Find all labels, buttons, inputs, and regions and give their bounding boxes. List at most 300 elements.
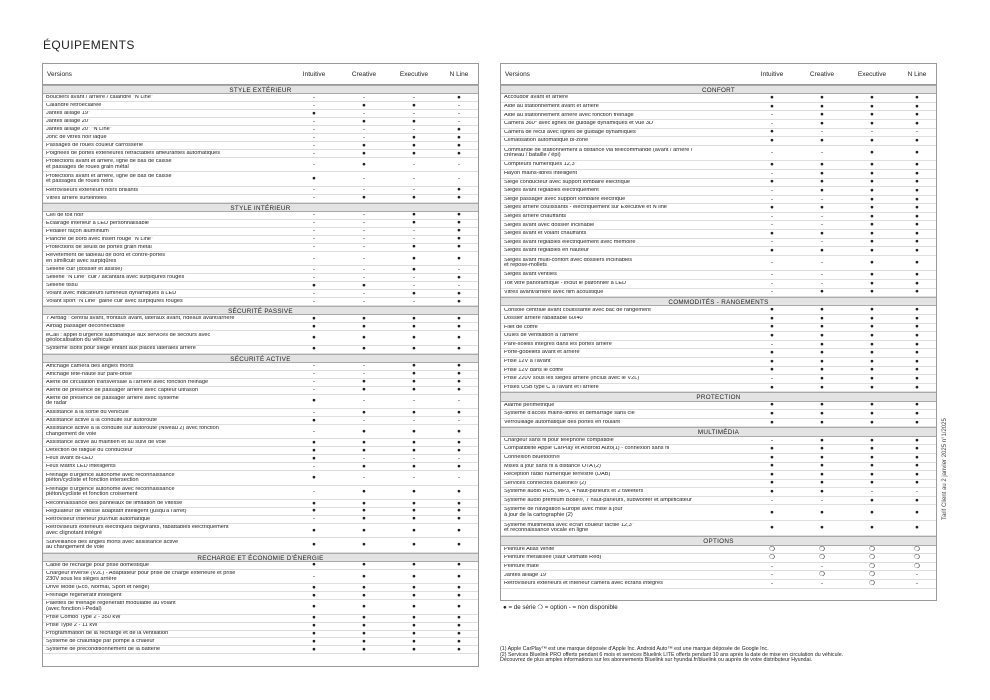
standard-mark: ● [457,243,461,251]
equipment-label: Protections avant et arrière, ligne de bas de caisse et passages de roues noirs [46,173,172,185]
standard-mark: ● [770,357,774,365]
standard-mark: ● [770,247,774,255]
unavailable-mark: - [362,274,366,281]
standard-mark: ● [362,463,366,470]
unavailable-mark: - [770,259,774,267]
equipment-label: Feux avant Bi-LED [46,456,93,462]
table-row [43,110,478,118]
standard-mark: ● [412,194,416,202]
standard-mark: ● [412,102,416,109]
standard-mark: ● [870,161,874,169]
unavailable-mark: - [820,149,824,157]
table-row [43,623,478,631]
standard-mark: ● [870,195,874,203]
unavailable-mark: - [820,271,824,279]
header-versions: Versions [505,70,530,78]
standard-mark: ● [312,455,316,462]
equipment-label: Sièges avant et volant chauffants [504,231,587,237]
standard-mark: ● [457,602,461,610]
table-row [43,371,478,379]
table-row [501,497,936,506]
standard-mark: ● [412,646,416,653]
standard-mark: ● [915,332,919,339]
unavailable-mark: - [820,128,824,136]
table-row [43,500,478,508]
table-row [501,488,936,497]
table-row [43,187,478,195]
unavailable-mark: - [312,126,316,133]
standard-mark: ● [412,345,416,353]
standard-mark: ● [362,323,366,330]
standard-mark: ● [457,194,461,202]
standard-mark: ● [770,418,774,426]
standard-mark: ● [312,592,316,599]
table-row [43,363,478,371]
standard-mark: ● [915,349,919,357]
equipment-label: Boucliers avant / arrière / calandre "N Line" [46,95,153,101]
standard-mark: ● [457,500,461,507]
unavailable-mark: - [770,571,774,579]
equipment-label: Rétroviseurs extérieurs et intérieur caméra avec écrans intégrés [504,581,663,587]
table-row [501,196,936,205]
table-row [43,615,478,623]
table-row [501,571,936,580]
unavailable-mark: - [312,150,316,157]
standard-mark: ● [412,592,416,599]
table-row [501,179,936,188]
equipment-label: Affichage caméra des angles morts [46,363,134,369]
equipment-label: Ouïes de ventilation à l'arrière [504,333,579,339]
unavailable-mark: - [457,118,461,125]
table-row [501,256,936,271]
standard-mark: ● [412,378,416,386]
table-row [501,521,936,536]
table-row [43,584,478,592]
standard-mark: ● [770,401,774,409]
standard-mark: ● [312,602,316,610]
standard-mark: ● [362,614,366,622]
standard-mark: ● [770,161,774,169]
table-row [43,631,478,639]
equipment-label: Sellerie cuir (dossier et assise) [46,266,123,272]
unavailable-mark: - [412,227,416,235]
equipment-label: Sièges avant réglables en hauteur [504,248,589,254]
unavailable-mark: - [820,562,824,570]
unavailable-mark: - [412,455,416,462]
standard-mark: ● [870,357,874,365]
standard-mark: ● [915,195,919,203]
table-row [501,505,936,520]
standard-mark: ● [915,471,919,478]
right-table-body [501,85,936,589]
standard-mark: ● [362,638,366,645]
equipment-label: Filet de coffre [504,324,538,330]
standard-mark: ● [312,345,316,353]
equipment-label: Drive Mode (Eco, Normal, Sport et Neige) [46,585,150,591]
standard-mark: ● [457,584,461,591]
standard-mark: ● [870,221,874,229]
table-row [43,142,478,150]
equipment-label: Système de navigation Europe avec mise à jour à jour de la cartographie (2) [504,507,623,518]
equipment-label: Airbag passager déconnectable [46,324,125,330]
table-row [43,486,478,500]
unavailable-mark: - [312,488,316,496]
standard-mark: ● [457,592,461,599]
table-row [43,220,478,228]
standard-mark: ● [770,137,774,145]
standard-mark: ● [870,323,874,331]
standard-mark: ● [362,561,366,569]
unavailable-mark: - [457,110,461,117]
standard-mark: ● [362,592,366,599]
table-row [43,387,478,395]
unavailable-mark: - [362,94,366,101]
standard-mark: ● [870,524,874,532]
table-row [43,244,478,252]
standard-mark: ● [870,471,874,478]
standard-mark: ● [412,386,416,394]
table-row [43,538,478,552]
standard-mark: ● [412,447,416,454]
option-mark: ❍ [869,545,875,553]
standard-mark: ● [820,349,824,357]
table-row [501,213,936,222]
standard-mark: ● [312,561,316,569]
table-row [501,280,936,289]
equipment-label: Chargeur sans fil pour téléphone compatible [504,437,614,443]
standard-mark: ● [770,488,774,496]
table-row [43,447,478,455]
standard-mark: ● [820,247,824,255]
table-row [501,271,936,280]
standard-mark: ● [457,561,461,569]
equipment-label: Protections avant et arrière, ligne de bas de caisse et passages de roues grain métal [46,159,172,170]
equipment-label: Calandre rétroéclairée [46,103,102,109]
table-row [43,323,478,331]
equipment-label: Assistance active à la conduite sur autoroute (Niveau 2) avec fonction changement de voie [46,426,219,437]
equipment-label: Jonc de vitres noir laqué [46,134,107,140]
standard-mark: ● [915,418,919,426]
equipment-label: Siège passager avec support lombaire électrique [504,196,626,202]
standard-mark: ● [412,212,416,219]
standard-mark: ● [362,500,366,507]
standard-mark: ● [770,349,774,357]
standard-mark: ● [870,259,874,267]
standard-mark: ● [870,453,874,461]
option-mark: ❍ [869,580,875,587]
equipment-label: Jantes alliage 20" [46,118,90,124]
unavailable-mark: - [362,370,366,378]
option-mark: ❍ [819,545,825,553]
standard-mark: ● [915,271,919,279]
unavailable-mark: - [362,126,366,133]
unavailable-mark: - [770,120,774,127]
standard-mark: ● [457,94,461,101]
standard-mark: ● [457,630,461,637]
section-header: RECHARGE ET ÉCONOMIE D'ÉNERGIE [43,553,478,562]
section-header: PROTECTION [501,392,936,401]
standard-mark: ● [457,298,461,305]
equipment-label: Connexion Bluetooth® [504,455,561,460]
standard-mark: ● [362,447,366,454]
equipment-label: Hayon mains-libres intelligent [504,171,578,177]
option-mark: ❍ [869,554,875,562]
equipment-label: Alerte de présence de passager arrière avec capteur ultrason [46,387,199,393]
standard-mark: ● [362,282,366,289]
standard-mark: ● [870,137,874,145]
standard-mark: ● [312,175,316,183]
standard-mark: ● [457,227,461,235]
table-row [501,230,936,239]
standard-mark: ● [362,439,366,446]
unavailable-mark: - [362,290,366,297]
standard-mark: ● [770,366,774,374]
standard-mark: ● [870,271,874,279]
standard-mark: ● [915,187,919,194]
table-row [501,221,936,230]
standard-mark: ● [457,333,461,341]
table-row [43,570,478,584]
standard-mark: ● [457,315,461,322]
equipment-label: Jantes alliage 19" [46,111,90,117]
unavailable-mark: - [457,455,461,462]
table-row [501,111,936,120]
standard-mark: ● [362,160,366,168]
unavailable-mark: - [412,298,416,305]
table-row [501,239,936,248]
standard-mark: ● [870,496,874,504]
table-row [501,384,936,393]
standard-mark: ● [412,439,416,446]
standard-mark: ● [770,453,774,461]
header-intuitive: Intuitive [760,70,784,78]
equipment-label: Revêtement de tableau de bord et contre-portes en similicuir avec surpiqûres [46,253,166,264]
standard-mark: ● [457,134,461,141]
standard-mark: ● [915,279,919,287]
standard-mark: ● [870,462,874,470]
standard-mark: ● [457,142,461,149]
standard-mark: ● [870,436,874,444]
unavailable-mark: - [312,274,316,281]
table-row [43,516,478,524]
standard-mark: ● [362,515,366,523]
section-header: STYLE INTÉRIEUR [43,203,478,212]
unavailable-mark: - [362,110,366,117]
standard-mark: ● [457,463,461,470]
table-row [43,409,478,417]
standard-mark: ● [312,630,316,637]
unavailable-mark: - [770,288,774,296]
table-row [43,252,478,266]
option-mark: ❍ [769,554,775,562]
table-row [501,94,936,103]
unavailable-mark: - [770,111,774,119]
standard-mark: ● [312,473,316,481]
table-row [43,508,478,516]
standard-mark: ● [770,410,774,418]
standard-mark: ● [457,622,461,630]
standard-mark: ● [915,496,919,504]
standard-mark: ● [870,212,874,220]
table-row [43,118,478,126]
equipment-label: Freinage d'urgence autonome avec reconnaissance piéton/cycliste et fonction croisement [46,486,175,498]
equipment-label: Vitres arrière surteintées [46,195,107,201]
standard-mark: ● [870,418,874,426]
equipment-label: Peinture mate [504,563,539,569]
table-row [501,137,936,146]
equipment-label: Affichage tête-haute sur pare-brise [46,371,133,377]
option-mark: ❍ [869,562,875,570]
equipment-label: Reconnaissance des panneaux de limitation de vitesse [46,500,183,506]
header-executive: Executive [399,70,429,78]
standard-mark: ● [412,409,416,416]
standard-mark: ● [870,288,874,296]
unavailable-mark: - [312,515,316,523]
unavailable-mark: - [770,279,774,287]
equipment-label: Système Isofix pour siège enfant aux places latérales arrière [46,346,196,352]
standard-mark: ● [362,386,366,394]
unavailable-mark: - [312,160,316,168]
table-row [43,439,478,447]
standard-mark: ● [820,120,824,127]
unavailable-mark: - [362,473,366,481]
unavailable-mark: - [457,473,461,481]
standard-mark: ● [770,479,774,487]
standard-mark: ● [915,259,919,267]
equipment-label: eCall : appel d'urgence automatique aux services de secours avec géolocalisation du véhicule [46,332,211,343]
unavailable-mark: - [457,160,461,168]
standard-mark: ● [457,378,461,386]
unavailable-mark: - [312,227,316,235]
table-row [501,161,936,170]
standard-mark: ● [770,204,774,212]
unavailable-mark: - [362,219,366,227]
standard-mark: ● [770,524,774,532]
standard-mark: ● [915,288,919,296]
standard-mark: ● [412,315,416,322]
section-header: OPTIONS [501,536,936,545]
equipment-label: Eclairage intérieur à LED personnalisable [46,220,149,226]
standard-mark: ● [362,409,366,416]
standard-mark: ● [770,94,774,102]
standard-mark: ● [770,383,774,391]
unavailable-mark: - [362,134,366,141]
standard-mark: ● [362,150,366,157]
standard-mark: ● [412,333,416,341]
equipment-label: Prise 12V à l'avant [504,359,551,365]
equipment-label: Détection de fatigue du conducteur [46,448,133,454]
standard-mark: ● [915,508,919,516]
standard-mark: ● [770,128,774,136]
table-row [43,94,478,102]
standard-mark: ● [770,462,774,470]
standard-mark: ● [915,212,919,220]
standard-mark: ● [412,488,416,496]
table-row [501,402,936,411]
standard-mark: ● [457,370,461,378]
table-row [43,417,478,425]
equipment-label: Système audio RDS, MP3, 4 haut-parleurs et 2 tweeters [504,489,644,495]
standard-mark: ● [457,526,461,534]
standard-mark: ● [412,266,416,273]
table-row [43,134,478,142]
standard-mark: ● [770,315,774,322]
standard-mark: ● [770,230,774,237]
standard-mark: ● [820,94,824,102]
left-equipment-table [42,63,479,667]
standard-mark: ● [412,508,416,515]
unavailable-mark: - [820,212,824,220]
standard-mark: ● [820,161,824,169]
standard-mark: ● [457,447,461,454]
standard-mark: ● [820,418,824,426]
standard-mark: ● [412,584,416,591]
standard-mark: ● [820,436,824,444]
standard-mark: ● [457,638,461,645]
standard-mark: ● [870,508,874,516]
equipment-label: Sièges avant multi-confort avec dossiers inclinables et repose-mollets [504,257,633,269]
table-row [43,463,478,471]
table-row [43,331,478,345]
unavailable-mark: - [770,238,774,246]
equipment-label: Commande de stationnement à distance via télécommande (avant / arrière / créneau / bataille / épi) [504,147,693,159]
equipment-label: Ciel de toit noir [46,212,84,218]
table-row [43,425,478,439]
standard-mark: ● [870,445,874,453]
standard-mark: ● [820,102,824,110]
table-row [501,120,936,129]
standard-mark: ● [915,436,919,444]
unavailable-mark: - [412,282,416,289]
table-row [501,463,936,472]
standard-mark: ● [312,333,316,341]
table-row [43,126,478,134]
table-row [501,247,936,256]
table-row [501,367,936,376]
unavailable-mark: - [457,266,461,273]
standard-mark: ● [457,254,461,262]
standard-mark: ● [457,274,461,281]
standard-mark: ● [412,500,416,507]
equipment-label: Câble de recharge pour prise domestique [46,562,149,568]
table-row [43,150,478,158]
standard-mark: ● [412,463,416,470]
standard-mark: ● [870,410,874,418]
table-header [43,64,478,85]
header-executive: Executive [857,70,887,78]
unavailable-mark: - [312,409,316,416]
equipment-label: Mises à jour sans fil à distance OTA (2) [504,463,601,469]
table-row [501,580,936,589]
standard-mark: ● [362,630,366,637]
standard-mark: ● [412,254,416,262]
standard-mark: ● [412,622,416,630]
unavailable-mark: - [770,195,774,203]
unavailable-mark: - [312,572,316,580]
standard-mark: ● [915,401,919,409]
standard-mark: ● [362,508,366,515]
equipment-label: Services connectés Bluelink® (2) [504,480,587,486]
unavailable-mark: - [312,378,316,386]
header-versions: Versions [47,70,72,78]
standard-mark: ● [915,375,919,382]
standard-mark: ● [820,230,824,237]
standard-mark: ● [412,561,416,569]
equipment-label: Palettes de freinage régénératif modulable au volant (avec fonction i-Pedal) [46,601,176,612]
table-row [43,298,478,306]
standard-mark: ● [915,238,919,246]
table-row [43,646,478,654]
